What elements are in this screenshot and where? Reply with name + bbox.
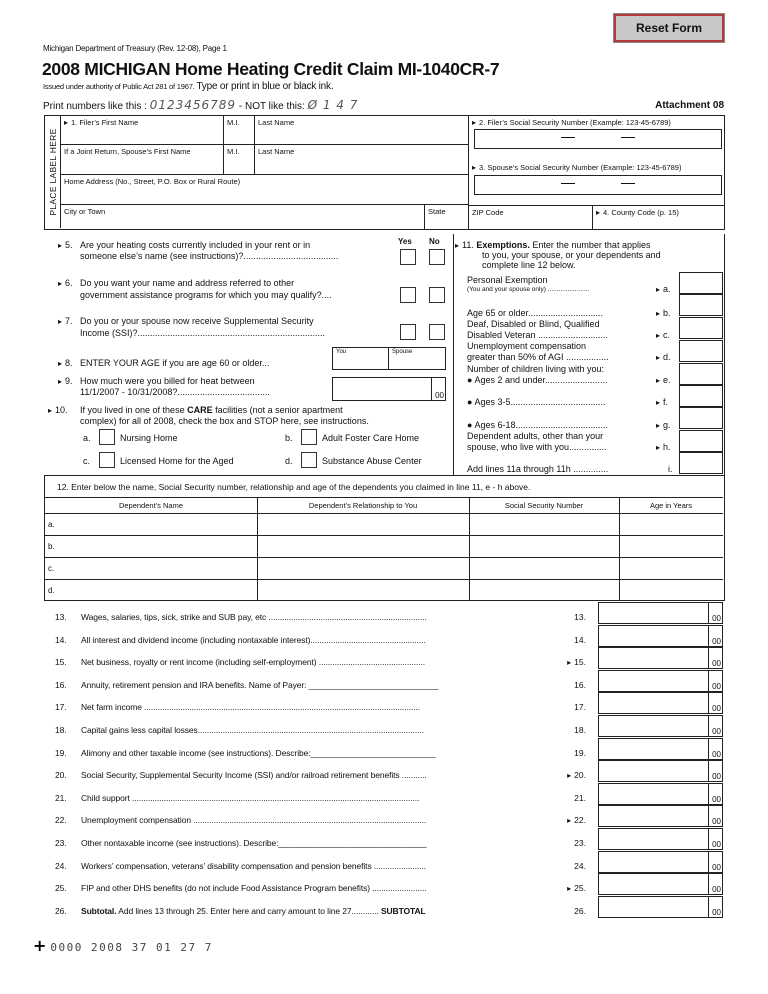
amount-input-line-26[interactable]: [598, 896, 723, 918]
mi-label: M.I.: [227, 118, 240, 127]
ex-c-text: Disabled Veteran ............................: [467, 330, 609, 340]
care-c-label: Licensed Home for the Aged: [120, 456, 234, 466]
ssn-dash: [561, 137, 575, 138]
line-number-label: 14.: [574, 634, 586, 645]
amount-input-line-13[interactable]: [598, 602, 723, 624]
income-line-14: 14. All interest and dividend income (including nontaxable interest)...................................................: [55, 634, 426, 645]
cents-label: 00: [712, 817, 721, 827]
amount-input-line-20[interactable]: [598, 760, 723, 782]
ex-i-letter: i.: [668, 464, 673, 474]
filer-ssn-label: ▸ 2. Filer’s Social Security Number (Example: 123-45-6789): [472, 118, 671, 127]
nursing-home-checkbox[interactable]: [99, 429, 115, 445]
cents-cell: [708, 828, 722, 850]
table-row[interactable]: [45, 557, 723, 579]
your-age-input[interactable]: [332, 347, 389, 370]
city-field[interactable]: [61, 205, 425, 229]
cents-cell: [708, 625, 722, 647]
q5-yes-checkbox[interactable]: [400, 249, 416, 265]
ex-i-text: Add lines 11a through 11h ..............: [467, 464, 609, 474]
care-a-label: Nursing Home: [120, 433, 178, 443]
print-prefix: Print numbers like this :: [43, 101, 147, 112]
q8-line1: ENTER YOUR AGE if you are age 60 or older...: [80, 358, 270, 368]
exemption-f-input[interactable]: [679, 385, 723, 407]
amount-input-line-25[interactable]: [598, 873, 723, 895]
issued-authority: [43, 81, 333, 92]
cents-label: 00: [712, 681, 721, 691]
line-number-label: ▸ 25.: [554, 883, 586, 893]
table-row[interactable]: [45, 579, 723, 601]
exemption-h-input[interactable]: [679, 430, 723, 452]
authority-text: Issued under authority of Public Act 281 of 1967.: [43, 82, 195, 91]
ssn-dash: [561, 183, 575, 184]
q6-line2: government assistance programs for which you may qualify?....: [80, 290, 332, 300]
cents-label: 00: [712, 862, 721, 872]
mi-label: M.I.: [227, 147, 240, 156]
attachment-number: Attachment 08: [655, 100, 724, 111]
cents-cell: [708, 738, 722, 760]
reset-form-button[interactable]: Reset Form: [614, 14, 724, 42]
care-d-label: Substance Abuse Center: [322, 456, 422, 466]
income-line-18: 18. Capital gains less capital losses....................................................................................................: [55, 725, 424, 735]
ex-f-letter: ▸ f.: [656, 397, 668, 407]
amount-input-line-19[interactable]: [598, 738, 723, 760]
cents-cell: [708, 851, 722, 873]
state-field[interactable]: [425, 205, 469, 229]
cents-cell: [708, 760, 722, 782]
ex-f-text: ● Ages 3-5......................................: [467, 397, 606, 407]
heat-billed-input[interactable]: [332, 377, 446, 401]
amount-input-line-24[interactable]: [598, 851, 723, 873]
cents-label: 00: [712, 659, 721, 669]
ex-h-text: spouse, who live with you...............: [467, 442, 607, 452]
table-row[interactable]: [45, 535, 723, 557]
ex-d-letter: ▸ d.: [656, 352, 671, 362]
good-digits: 0123456789: [149, 98, 237, 112]
cents-label: 00: [712, 727, 721, 736]
care-b-label: Adult Foster Care Home: [322, 433, 420, 443]
zip-label: ZIP Code: [472, 208, 504, 217]
table-row[interactable]: [45, 513, 723, 535]
exemption-d-input[interactable]: [679, 340, 723, 362]
cents-label: 00: [712, 885, 721, 895]
cents-label: 00: [712, 636, 721, 646]
income-line-15: 15. Net business, royalty or rent income (including self-employment) ...............................................: [55, 657, 426, 668]
spouse-first-name-label: If a Joint Return, Spouse’s First Name: [64, 147, 191, 156]
amount-input-line-18[interactable]: [598, 715, 723, 737]
q5-number: ▸ 5.: [58, 240, 73, 251]
amount-input-line-22[interactable]: [598, 805, 723, 827]
ssn-dash: [621, 137, 635, 138]
cents-cell: [431, 378, 445, 400]
q10-line2: complex) for all of 2008, check the box and STOP here, see instructions.: [80, 416, 369, 426]
place-label-text: PLACE LABEL HERE: [47, 128, 58, 216]
row-label: b.: [48, 542, 55, 551]
col-dependent-name: Dependent’s Name: [118, 501, 184, 510]
substance-abuse-checkbox[interactable]: [301, 452, 317, 468]
care-c: c.: [83, 456, 91, 466]
q5-line1: Are your heating costs currently included in your rent or in: [80, 240, 311, 250]
city-label: City or Town: [64, 207, 106, 216]
form-title: 2008 MICHIGAN Home Heating Credit Claim MI-1040CR-7: [42, 59, 500, 79]
scan-code: 0000 2008 37 01 27 7: [50, 941, 213, 954]
cents-label: 00: [712, 840, 721, 849]
you-label: You: [336, 349, 347, 355]
income-line-23: 23. Other nontaxable income (see instructions). Describe:________________________________: [55, 838, 427, 848]
q8-number: ▸ 8.: [58, 358, 73, 369]
spouse-last-name-field[interactable]: [255, 145, 469, 175]
income-line-22: 22. Unemployment compensation .......................................................................................................: [55, 815, 427, 826]
cents-cell: [708, 896, 722, 918]
line-number-label: ▸ 20.: [554, 770, 586, 780]
q6-number: ▸ 6.: [58, 278, 73, 289]
exemption-e-input[interactable]: [679, 363, 723, 385]
q6-line1: Do you want your name and address referred to other: [80, 278, 295, 288]
spouse-first-name-field[interactable]: [61, 145, 224, 175]
income-line-25: 25. FIP and other DHS benefits (do not include Food Assistance Program benefits) ........................: [55, 883, 427, 894]
line-number-label: 13.: [574, 612, 586, 622]
last-name-label: Last Name: [258, 118, 295, 127]
ex-d-title: Unemployment compensation: [467, 341, 587, 351]
q7-no-checkbox[interactable]: [429, 324, 445, 340]
spouse-age-input[interactable]: [388, 347, 446, 370]
care-b: b.: [285, 433, 293, 443]
county-code-label: ▸ 4. County Code (p. 15): [596, 208, 679, 217]
dependents-table: [44, 475, 725, 601]
yes-header: Yes: [398, 237, 412, 246]
income-line-21: 21. Child support ...............................................................................................................................: [55, 792, 420, 803]
amount-input-line-21[interactable]: [598, 783, 723, 805]
spouse-mi-field[interactable]: [224, 145, 255, 175]
line-number-label: 26.: [574, 905, 586, 916]
dependents-header-row: [45, 497, 723, 513]
cents-cell: [708, 692, 722, 714]
exemption-a-input[interactable]: [679, 272, 723, 294]
filer-last-name-field[interactable]: [255, 116, 469, 145]
q7-line1: Do you or your spouse now receive Supplemental Security: [80, 316, 314, 326]
exemption-total-input[interactable]: [679, 452, 723, 474]
filer-mi-field[interactable]: [224, 116, 255, 145]
line-number-label: ▸ 15.: [554, 657, 586, 667]
q9-line2: 11/1/2007 - 10/31/2008?.....................................: [80, 387, 270, 397]
home-address-label: Home Address (No., Street, P.O. Box or Rural Route): [64, 177, 241, 186]
adult-foster-care-checkbox[interactable]: [301, 429, 317, 445]
line-number-label: 17.: [574, 702, 586, 713]
cents-cell: [708, 715, 722, 737]
department-revision: Michigan Department of Treasury (Rev. 12-08), Page 1: [43, 44, 227, 53]
ex-b-text: Age 65 or older..............................: [467, 308, 604, 318]
line-number-label: 23.: [574, 838, 586, 848]
amount-input-line-15[interactable]: [598, 647, 723, 669]
cents-cell: [708, 670, 722, 692]
cents-label: 00: [712, 907, 721, 917]
print-numbers-example: [43, 98, 358, 112]
ex-c-letter: ▸ c.: [656, 330, 670, 340]
state-label: State: [428, 207, 446, 216]
line-number-label: 19.: [574, 747, 586, 758]
q5-no-checkbox[interactable]: [429, 249, 445, 265]
q10-line1: If you lived in one of these CARE facilities (not a senior apartment: [80, 405, 343, 415]
income-line-17: 17. Net farm income ..........................................................................................................................: [55, 702, 421, 713]
ex-h-letter: ▸ h.: [656, 442, 671, 452]
care-a: a.: [83, 433, 91, 443]
col-age: Age in Years: [649, 501, 693, 510]
last-name-label: Last Name: [258, 147, 295, 156]
q10-number: ▸ 10.: [48, 405, 68, 416]
ex-a-sub: (You and your spouse only) .......................: [467, 286, 590, 293]
income-line-20: 20. Social Security, Supplemental Security Income (SSI) and/or railroad retirement benefits ...........: [55, 770, 427, 781]
place-label-area: [45, 116, 61, 228]
line-number-label: 21.: [574, 792, 586, 803]
print-mid: - NOT like this:: [238, 101, 305, 112]
q7-line2: Income (SSI)?...........................................................................: [80, 328, 326, 338]
line-number-label: 16.: [574, 679, 586, 690]
q7-yes-checkbox[interactable]: [400, 324, 416, 340]
exemption-c-input[interactable]: [679, 317, 723, 339]
spouse-ssn-input[interactable]: [474, 175, 722, 195]
exemptions-line2: to you, your spouse, or your dependents and: [482, 250, 661, 260]
ex-e-text: ● Ages 2 and under.........................: [467, 375, 608, 385]
exemptions-line3: complete line 12 below.: [482, 260, 576, 270]
cents-cell: [708, 805, 722, 827]
ex-e-title: Number of children living with you:: [467, 364, 605, 374]
col-ssn: Social Security Number: [504, 501, 584, 510]
registration-mark: +: [33, 936, 47, 955]
ex-a-title: Personal Exemption: [467, 275, 548, 285]
care-d: d.: [285, 456, 293, 466]
cents-label: 00: [712, 614, 721, 623]
amount-input-line-17[interactable]: [598, 692, 723, 714]
q5-line2: someone else’s name (see instructions)?......................................: [80, 251, 339, 261]
ex-h-title: Dependent adults, other than your: [467, 431, 604, 441]
line-number-label: ▸ 22.: [554, 815, 586, 825]
cents-cell: [708, 873, 722, 895]
licensed-home-aged-checkbox[interactable]: [99, 452, 115, 468]
cents-cell: [708, 602, 722, 624]
amount-input-line-23[interactable]: [598, 828, 723, 850]
row-label: d.: [48, 586, 55, 595]
filer-first-name-field[interactable]: [61, 116, 224, 145]
income-line-24: 24. Workers’ compensation, veterans’ disability compensation and pension benefits .......................: [55, 860, 426, 871]
q9-number: ▸ 9.: [58, 376, 73, 387]
cents-label: 00: [712, 772, 721, 782]
bad-digits: Ø 1 4 7: [307, 98, 359, 112]
ex-c-title: Deaf, Disabled or Blind, Qualified: [467, 319, 600, 329]
cents-label: 00: [712, 704, 721, 714]
ex-e-letter: ▸ e.: [656, 375, 671, 385]
line-number-label: 24.: [574, 860, 586, 871]
ink-instruction: Type or print in blue or black ink.: [196, 81, 334, 92]
exemption-g-input[interactable]: [679, 407, 723, 429]
ssn-dash: [621, 183, 635, 184]
amount-input-line-14[interactable]: [598, 625, 723, 647]
name-address-block: [44, 115, 725, 230]
q6-no-checkbox[interactable]: [429, 287, 445, 303]
line-number-label: 18.: [574, 725, 586, 735]
spouse-ssn-label: ▸ 3. Spouse’s Social Security Number (Example: 123-45-6789): [472, 163, 681, 172]
row-label: a.: [48, 520, 55, 529]
ex-b-letter: ▸ b.: [656, 308, 671, 318]
exemptions-heading: ▸ 11. Exemptions. Enter the number that applies: [455, 240, 650, 251]
col-relationship: Dependent’s Relationship to You: [308, 501, 418, 510]
cents-cell: [708, 783, 722, 805]
county-code-field[interactable]: [593, 205, 724, 229]
income-line-13: 13. Wages, salaries, tips, sick, strike and SUB pay, etc ......................................................................: [55, 612, 427, 622]
ex-g-letter: ▸ g.: [656, 420, 671, 430]
income-line-19: 19. Alimony and other taxable income (see instructions). Describe:___________________________: [55, 747, 436, 758]
amount-input-line-16[interactable]: [598, 670, 723, 692]
ex-g-text: ● Ages 6-18.....................................: [467, 420, 608, 430]
q9-line1: How much were you billed for heat between: [80, 376, 255, 386]
q7-number: ▸ 7.: [58, 316, 73, 327]
ex-d-text: greater than 50% of AGI .................: [467, 352, 609, 362]
spouse-label: Spouse: [392, 349, 413, 355]
filer-ssn-input[interactable]: [474, 129, 722, 149]
ex-a-letter: ▸ a.: [656, 284, 671, 294]
home-address-field[interactable]: [61, 175, 469, 205]
dependents-title: 12. Enter below the name, Social Security number, relationship and age of the dependents you claimed in line 11, e - h above.: [57, 482, 531, 492]
cents-label: 00: [712, 749, 721, 759]
cents-cell: [708, 647, 722, 669]
zip-code-field[interactable]: [469, 205, 593, 229]
spouse-ssn-label-cell: [469, 161, 724, 175]
income-line-16: 16. Annuity, retirement pension and IRA benefits. Name of Payer: ____________________________: [55, 679, 439, 690]
no-header: No: [429, 237, 440, 246]
q6-yes-checkbox[interactable]: [400, 287, 416, 303]
cents-label: 00: [712, 794, 721, 804]
filer-first-name-label: ▸ 1. Filer’s First Name: [64, 118, 138, 127]
row-label: c.: [48, 564, 55, 573]
income-line-26: 26. Subtotal. Add lines 13 through 25. Enter here and carry amount to line 27............ SUBTOTAL: [55, 905, 426, 916]
filer-ssn-label-cell: [469, 116, 724, 130]
exemption-b-input[interactable]: [679, 294, 723, 316]
scan-line: [33, 936, 213, 955]
cents-label: 00: [435, 391, 444, 400]
